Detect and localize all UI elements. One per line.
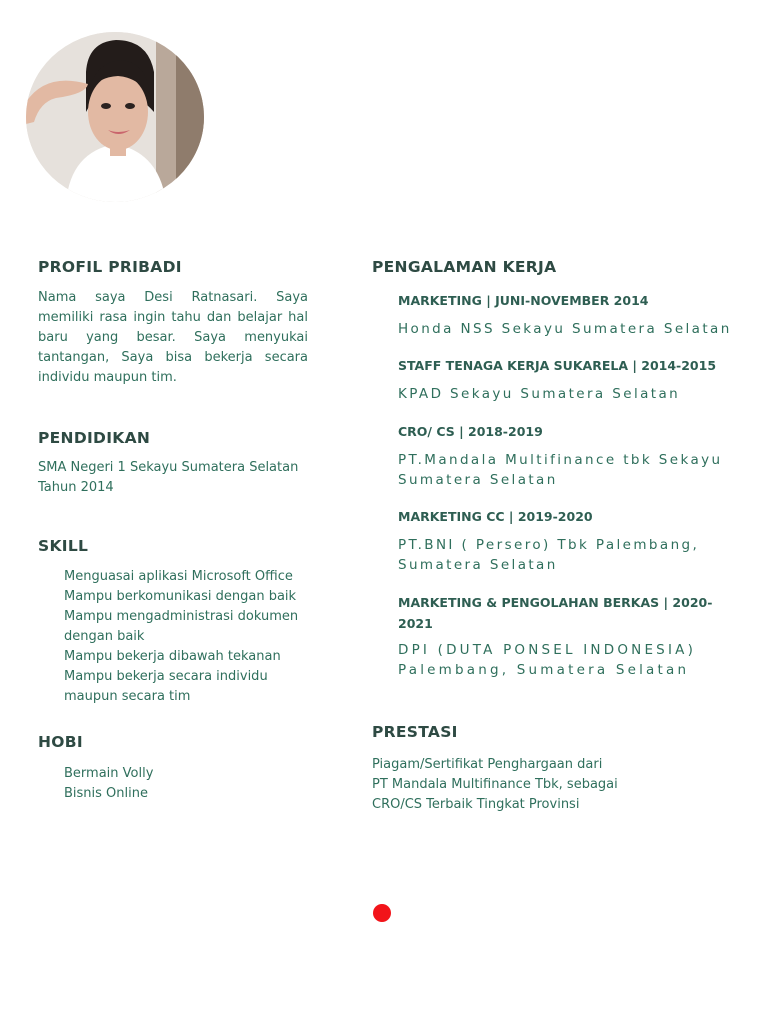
hobby-item: Bermain Volly bbox=[64, 766, 154, 781]
job-entry bbox=[398, 421, 752, 490]
job-title: MARKETING | JUNI-NOVEMBER 2014 bbox=[398, 293, 649, 308]
job-title: MARKETING & PENGOLAHAN BERKAS | 2020-2021 bbox=[398, 595, 713, 631]
hobby-item: Bisnis Online bbox=[64, 786, 148, 801]
skill-item: Mampu bekerja dibawah tekanan bbox=[64, 649, 281, 664]
skill-item: Mampu bekerja secara individu maupun secara tim bbox=[64, 669, 268, 704]
red-dot-marker bbox=[373, 904, 391, 922]
job-title: MARKETING CC | 2019-2020 bbox=[398, 509, 593, 524]
job-entry bbox=[398, 592, 718, 680]
profile-section bbox=[38, 258, 308, 388]
job-place: PT.BNI ( Persero) Tbk Palembang, Sumatera Selatan bbox=[398, 537, 700, 573]
job-place: PT.Mandala Multifinance tbk Sekayu Sumatera Selatan bbox=[398, 452, 723, 488]
profile-photo bbox=[26, 32, 204, 202]
right-column bbox=[372, 258, 752, 815]
skill-heading: SKILL bbox=[38, 537, 89, 555]
experience-section bbox=[372, 258, 752, 680]
achievement-line: Piagam/Sertifikat Penghargaan dari bbox=[372, 757, 603, 772]
education-heading: PENDIDIKAN bbox=[38, 429, 151, 447]
skill-list bbox=[38, 567, 308, 707]
skill-item: Menguasai aplikasi Microsoft Office bbox=[64, 569, 293, 584]
achievement-section bbox=[372, 723, 752, 815]
education-year: Tahun 2014 bbox=[38, 480, 114, 495]
left-column bbox=[38, 258, 308, 804]
job-title: STAFF TENAGA KERJA SUKARELA | 2014-2015 bbox=[398, 358, 717, 373]
education-section bbox=[38, 429, 308, 498]
experience-heading: PENGALAMAN KERJA bbox=[372, 258, 557, 276]
achievement-heading: PRESTASI bbox=[372, 723, 458, 741]
job-entry bbox=[398, 355, 752, 404]
hobby-section bbox=[38, 733, 308, 804]
skill-section bbox=[38, 537, 308, 707]
job-place: Honda NSS Sekayu Sumatera Selatan bbox=[398, 321, 732, 337]
portrait-image bbox=[26, 32, 204, 202]
job-title: CRO/ CS | 2018-2019 bbox=[398, 424, 543, 439]
achievement-line: PT Mandala Multifinance Tbk, sebagai bbox=[372, 777, 618, 792]
profile-text: Nama saya Desi Ratnasari. Saya memiliki rasa ingin tahu dan belajar hal baru yang besar. Saya menyukai tantangan, Saya bisa bekerja secara individu maupun tim. bbox=[38, 290, 308, 385]
job-entry bbox=[398, 290, 752, 339]
skill-item: Mampu mengadministrasi dokumen dengan baik bbox=[64, 609, 299, 644]
hobby-list bbox=[38, 764, 308, 804]
education-school: SMA Negeri 1 Sekayu Sumatera Selatan bbox=[38, 460, 299, 475]
profile-heading: PROFIL PRIBADI bbox=[38, 258, 182, 276]
job-place: DPI (DUTA PONSEL INDONESIA) Palembang, Sumatera Selatan bbox=[398, 642, 697, 678]
hobby-heading: HOBI bbox=[38, 733, 83, 751]
skill-item: Mampu berkomunikasi dengan baik bbox=[64, 589, 297, 604]
job-entry bbox=[398, 506, 752, 575]
job-place: KPAD Sekayu Sumatera Selatan bbox=[398, 386, 681, 402]
achievement-line: CRO/CS Terbaik Tingkat Provinsi bbox=[372, 797, 580, 812]
